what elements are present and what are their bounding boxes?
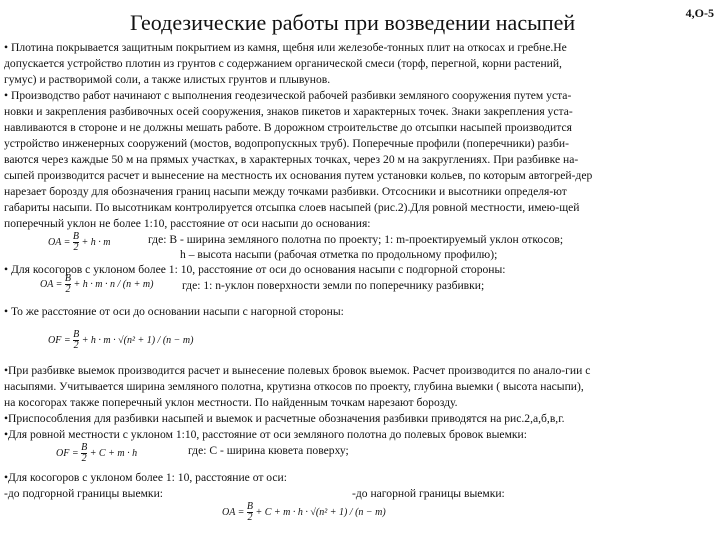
text-line: устройство инженерных сооружений (мостов, водопропускных труб). Поперечные профили (поперечники) разби- xyxy=(4,137,569,150)
text-line: насыпями. Учитывается ширина земляного полотна, крутизна откосов по проекту, глубина выемки ( высота насыпи), xyxy=(4,380,584,393)
text-line: h – высота насыпи (рабочая отметка по продольному профилю); xyxy=(180,248,498,261)
text-line: где: C - ширина кювета поверху; xyxy=(188,444,349,457)
text-line: новки и закрепления разбивочных осей сооружения, знаков пикетов и характерных точек. Знаки закрепления уста- xyxy=(4,105,573,118)
text-line: • Плотина покрывается защитным покрытием из камня, щебня или железобе-тонных плит на откосах и гребне.Не xyxy=(4,41,567,54)
formula-oa-slope: OA = $\frac{B}{2}$ + h · m · n / (n + m) xyxy=(40,273,154,295)
text-line: ваются через каждые 50 м на прямых участках, в характерных точках, через 20 м на закруглениях. При разбивке на- xyxy=(4,153,579,166)
text-line: •Приспособления для разбивки насыпей и выемок и расчетные обозначения разбивки приводятся на рис.2,а,б,в,г. xyxy=(4,412,565,425)
page-title: Геодезические работы при возведении насыпей xyxy=(130,10,576,35)
text-line: навливаются в стороне и не должны мешать работе. В дорожном строительстве до отсыпки насыпей производится xyxy=(4,121,572,134)
text-line: где: B - ширина земляного полотна по проекту; 1: m-проектируемый уклон откосов; xyxy=(148,233,564,246)
text-line: • То же расстояние от оси до основании насыпи с нагорной стороны: xyxy=(4,305,344,318)
formula-oa-flat: OA = $\frac{B}{2}$ + h · m xyxy=(48,231,111,253)
formula-oa-cut-slope: OA = $\frac{B}{2}$ + C + m · h · √(n² + 1) / (n − m) xyxy=(222,501,386,523)
text-line: гумус) и растворимой соли, а также илистых грунтов и плывунов. xyxy=(4,73,331,86)
text-line: -до нагорной границы выемки: xyxy=(352,487,505,500)
text-line: на косогорах также поперечный уклон местности. По найденным точкам нарезают борозду. xyxy=(4,396,458,409)
text-line: где: 1: n-уклон поверхности земли по поперечнику разбивки; xyxy=(182,279,485,292)
text-line: допускается устройство плотин из грунтов с содержанием органической смеси (торф, перегной, корни растений, xyxy=(4,57,562,70)
formula-of-upslope: OF = $\frac{B}{2}$ + h · m · √(n² + 1) / (n − m) xyxy=(48,329,194,351)
text-line: -до подгорной границы выемки: xyxy=(4,487,163,500)
text-line: •Для ровной местности с уклоном 1:10, расстояние от оси земляного полотна до полевых бровок выемки: xyxy=(4,428,527,441)
text-line: нарезает борозду для обозначения границ насыпи между точками разбивки. Отсосники и высотники определя-ют xyxy=(4,185,567,198)
text-line: сыпей производится расчет и вынесение на местность их основания путем установки кольев, по которым автогрей-дер xyxy=(4,169,593,182)
slide-number: 4,О-5 xyxy=(685,6,714,20)
formula-of-cut: OF = $\frac{B}{2}$ + C + m · h xyxy=(56,442,138,464)
text-line: •При разбивке выемок производится расчет и вынесение полевых бровок выемок. Расчет производится по анало-гии с xyxy=(4,364,591,377)
text-line: поперечный уклон не более 1:10, расстояние от оси насыпи до основания: xyxy=(4,217,371,230)
text-line: •Для косогоров с уклоном более 1: 10, расстояние от оси: xyxy=(4,471,287,484)
text-line: • Для косогоров с уклоном более 1: 10, расстояние от оси до основания насыпи с подгорной стороны: xyxy=(4,263,506,276)
text-line: • Производство работ начинают с выполнения геодезической рабочей разбивки земляного сооружения путем уста- xyxy=(4,89,572,102)
text-line: габариты насыпи. По высотникам контролируется отсыпка слоев насыпей (рис.2).Для ровной местности, имею-щей xyxy=(4,201,580,214)
